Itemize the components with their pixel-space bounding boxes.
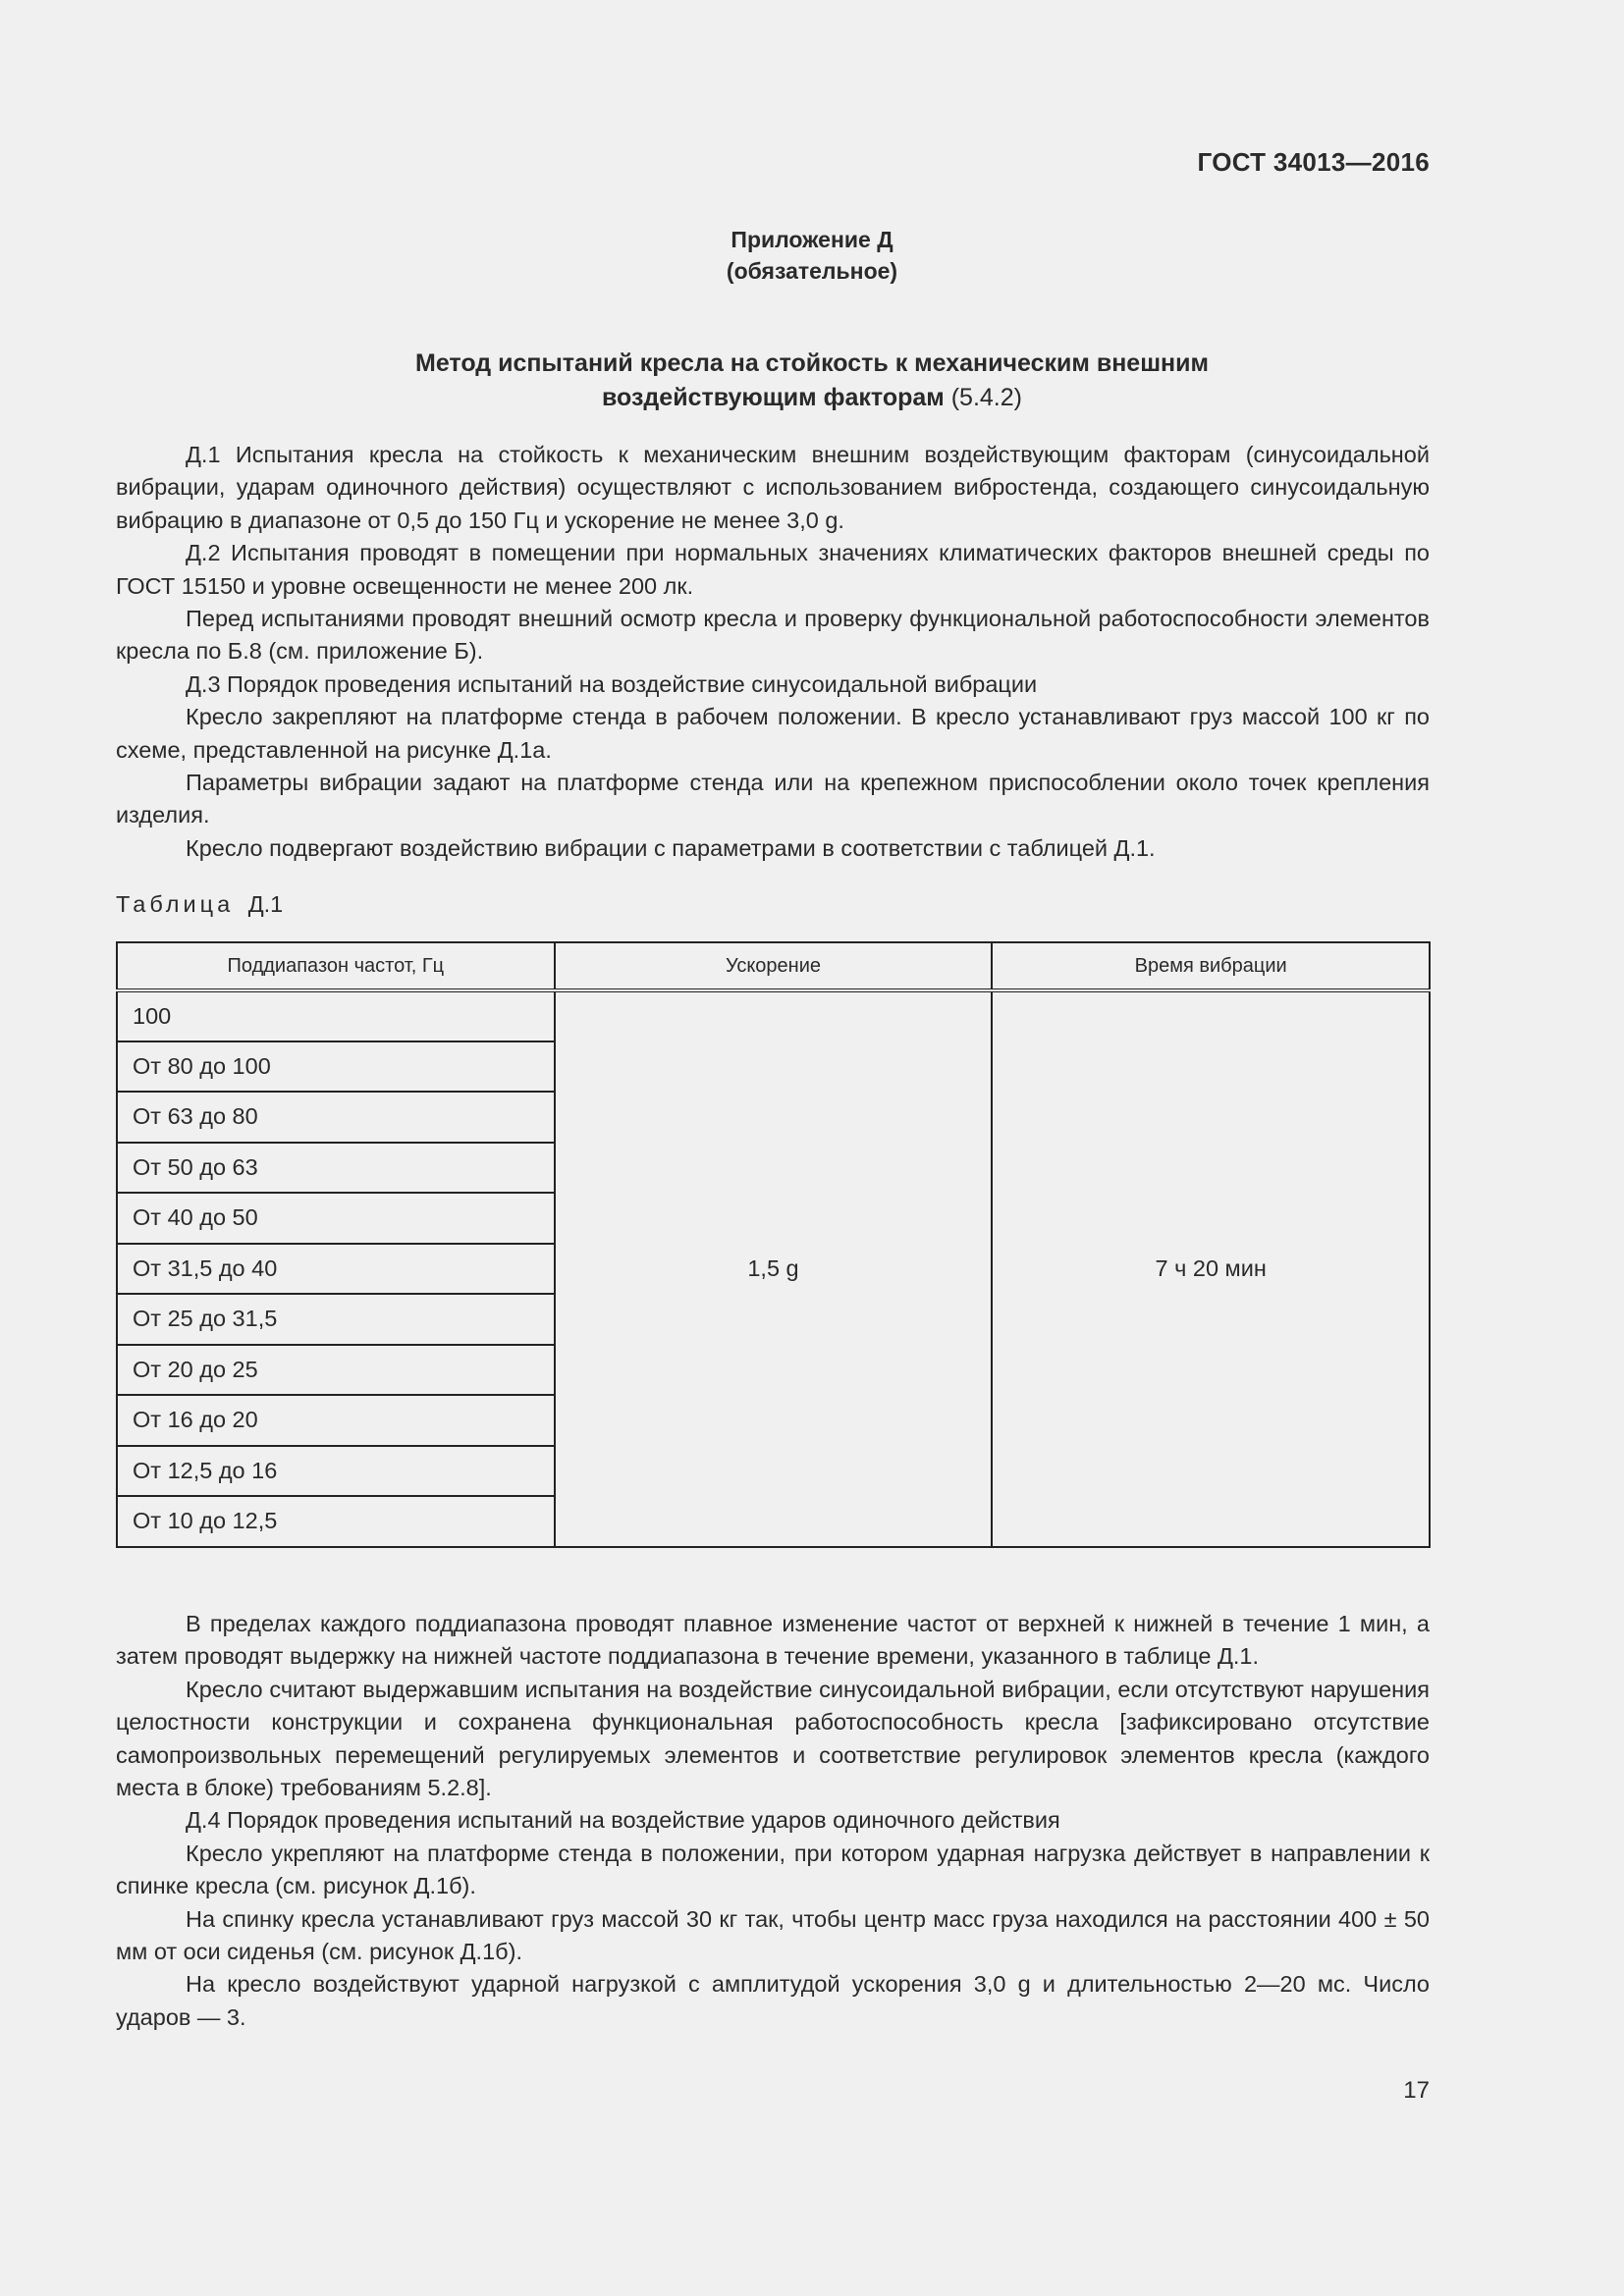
paragraph: Перед испытаниями проводят внешний осмотр кресла и проверку функциональной работоспособности элементов кресла по Б.8 (см. приложение Б). [116,606,1430,665]
table-caption [116,891,283,918]
duration-cell: 7 ч 20 мин [992,990,1430,1547]
appendix-title: Приложение Д [731,227,893,252]
table-header-row [117,942,1430,990]
table-row [117,990,1430,1041]
page-number: 17 [1403,2077,1430,2104]
frequency-cell: От 63 до 80 [117,1092,555,1143]
header-acceleration: Ускорение [555,942,993,990]
table-caption-label: Таблица [116,891,235,917]
frequency-cell: От 31,5 до 40 [117,1244,555,1295]
acceleration-cell: 1,5 g [555,990,993,1547]
frequency-cell: От 20 до 25 [117,1345,555,1396]
paragraph: Д.2 Испытания проводят в помещении при нормальных значениях климатических факторов внешней среды по ГОСТ 15150 и уровне освещенности не менее 200 лк. [116,540,1430,599]
appendix-heading [0,224,1624,287]
paragraph: Параметры вибрации задают на платформе стенда или на крепежном приспособлении около точек крепления изделия. [116,770,1430,828]
frequency-cell: От 10 до 12,5 [117,1496,555,1547]
text-block-bottom [116,1608,1430,2034]
document-id: ГОСТ 34013—2016 [1197,147,1430,177]
paragraph: На кресло воздействуют ударной нагрузкой с амплитудой ускорения 3,0 g и длительностью 2—20 мс. Число ударов — 3. [116,1971,1430,2030]
header-frequency: Поддиапазон частот, Гц [117,942,555,990]
table-caption-number: Д.1 [247,891,284,917]
header-duration: Время вибрации [992,942,1430,990]
method-title-line2 [0,381,1624,415]
frequency-cell: От 25 до 31,5 [117,1294,555,1345]
paragraph: Д.4 Порядок проведения испытаний на воздействие ударов одиночного действия [186,1807,1060,1834]
frequency-cell: От 40 до 50 [117,1193,555,1244]
paragraph: На спинку кресла устанавливают груз массой 30 кг так, чтобы центр масс груза находился на расстоянии 400 ± 50 мм от оси сиденья (см. рисунок Д.1б). [116,1905,1430,1965]
method-title-line2-text: воздействующим факторам [602,384,945,411]
method-title-line1: Метод испытаний кресла на стойкость к механическим внешним [415,349,1209,377]
paragraph: Кресло закрепляют на платформе стенда в рабочем положении. В кресло устанавливают груз массой 100 кг по схеме, представленной на рисунке Д.1а. [116,704,1430,763]
paragraph: В пределах каждого поддиапазона проводят плавное изменение частот от верхней к нижней в течение 1 мин, а затем проводят выдержку на нижней частоте поддиапазона в течение времени, указанного в таблице Д.1. [116,1611,1430,1670]
text-block-top [116,439,1430,865]
paragraph: Кресло считают выдержавшим испытания на воздействие синусоидальной вибрации, если отсутствуют нарушения целостности конструкции и сохранена функциональная работоспособность кресла [зафиксировано отсутствие самопроизвольных перемещений регулируемых элементов и соответствие регулировок элементов кресла (каждого места в блоке) требованиям 5.2.8]. [116,1676,1430,1801]
method-title [0,347,1624,415]
frequency-cell: 100 [117,990,555,1041]
paragraph: Кресло укрепляют на платформе стенда в положении, при котором ударная нагрузка действует в направлении к спинке кресла (см. рисунок Д.1б). [116,1840,1430,1899]
frequency-cell: От 16 до 20 [117,1395,555,1446]
method-title-ref: (5.4.2) [950,384,1022,411]
vibration-table [116,941,1431,1548]
paragraph: Кресло подвергают воздействию вибрации с параметрами в соответствии с таблицей Д.1. [186,834,1156,861]
frequency-cell: От 50 до 63 [117,1143,555,1194]
appendix-status: (обязательное) [726,258,898,284]
frequency-cell: От 80 до 100 [117,1041,555,1093]
frequency-cell: От 12,5 до 16 [117,1446,555,1497]
paragraph: Д.1 Испытания кресла на стойкость к механическим внешним воздействующим факторам (синусоидальной вибрации, ударам одиночного действия) осуществляют с использованием вибростенда, создающего синусоидальную вибрацию в диапазоне от 0,5 до 150 Гц и ускорение не менее 3,0 g. [116,442,1430,533]
paragraph: Д.3 Порядок проведения испытаний на воздействие синусоидальной вибрации [186,670,1038,697]
